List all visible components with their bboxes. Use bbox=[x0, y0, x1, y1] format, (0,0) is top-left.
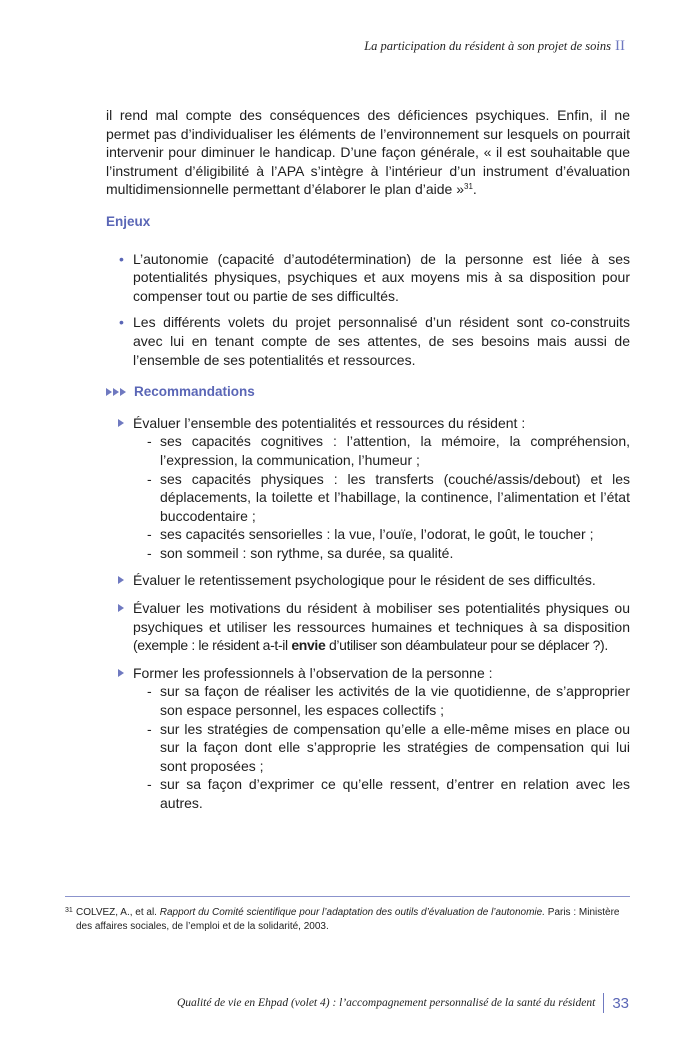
sub-item bbox=[133, 432, 630, 469]
sub-item bbox=[133, 682, 630, 719]
bullet-text: L’autonomie (capacité d’autodétermination) de la personne est liée à ses potentialités physiques, psychiques et aux moyens mis à sa disposition pour compenser tout ou partie de ses difficultés. bbox=[133, 250, 630, 304]
footnote-number: 31 bbox=[65, 907, 73, 914]
sub-item-text: sur sa façon de réaliser les activités de la vie quotidienne, de s’approprier son espace personnel, les espaces collectifs ; bbox=[160, 683, 630, 719]
bullet-icon: • bbox=[119, 314, 124, 331]
recommendation-text: Évaluer le retentissement psychologique pour le résident de ses difficultés. bbox=[133, 572, 596, 589]
intro-paragraph: il rend mal compte des conséquences des déficiences psychiques. Enfin, il ne permet pas d’individualiser les éléments de l’environnement sur lesquels on pourrait intervenir pour diminuer le handicap. D’une façon générale, « il est souhaitable que l’instrument d’éligibilité à l’APA s’intègre à l’intérieur d’un instrument d’évaluation multidimensionnelle permettant d’élaborer le plan d’aide »$^{31}$. bbox=[106, 107, 630, 198]
sub-item-text: son sommeil : son rythme, sa durée, sa qualité. bbox=[160, 544, 454, 561]
sub-item-text: sur les stratégies de compensation qu’elle a elle-même mises en place ou sur la façon dont elle s’approprie les stratégies de compensation qui lui sont proposées ; bbox=[160, 720, 630, 774]
triangle-bullet-icon bbox=[118, 576, 124, 584]
example-text-after: d’utiliser son déambulateur pour se déplacer ?). bbox=[325, 637, 608, 654]
bullet-text: Les différents volets du projet personnalisé d’un résident sont co-construits avec lui en tenant compte de ses attentes, de ses besoins mais aussi de l’ensemble de ses potentialités et ressources. bbox=[133, 314, 630, 368]
dash-bullet: - bbox=[147, 720, 152, 737]
footer-divider bbox=[603, 993, 604, 1013]
dash-bullet: - bbox=[147, 683, 152, 700]
sub-item-text: ses capacités cognitives : l’attention, la mémoire, la compréhension, l’expression, la communication, l’humeur ; bbox=[160, 433, 630, 468]
footnote-ref[interactable]: 31 bbox=[464, 182, 473, 192]
section-numeral: II bbox=[615, 38, 625, 54]
sub-item bbox=[133, 525, 630, 544]
triangle-bullet-icon bbox=[118, 604, 124, 612]
recommandations-list bbox=[106, 414, 630, 813]
example-text-before: (exemple : le résident a-t-il bbox=[133, 637, 292, 654]
recommendation-item bbox=[106, 571, 630, 590]
example-emphasis: envie bbox=[291, 637, 326, 654]
dash-bullet: - bbox=[147, 526, 152, 543]
recommandations-heading-text: Recommandations bbox=[134, 384, 255, 400]
footnote-publisher: Paris : Ministère des affaires sociales, de l’emploi et de la solidarité, 2003. bbox=[76, 907, 620, 932]
sub-item-text: ses capacités physiques : les transferts (couché/assis/debout) et les déplacements, la toilette et l’habillage, la continence, l’alimentation et l’état buccodentaire ; bbox=[160, 470, 630, 524]
sub-list bbox=[133, 432, 630, 562]
dash-bullet: - bbox=[147, 544, 152, 561]
sub-item bbox=[133, 470, 630, 526]
dash-bullet: - bbox=[147, 470, 152, 487]
bullet-icon: • bbox=[119, 250, 124, 267]
intro-text: il rend mal compte des conséquences des déficiences psychiques. Enfin, il ne permet pas d’individualiser les éléments de l’environnement sur lesquels on pourrait intervenir pour diminuer le handicap. D’une façon générale, « il est souhaitable que l’instrument d’éligibilité à l’APA s’intègre à l’intérieur d’un instrument d’évaluation multidimensionnelle permettant d’élaborer le plan d’aide » bbox=[106, 107, 630, 198]
triangle-bullet-icon bbox=[118, 419, 124, 427]
sub-item-text: sur sa façon d’exprimer ce qu’elle ressent, d’entrer en relation avec les autres. bbox=[160, 776, 630, 811]
recommendation-item bbox=[106, 414, 630, 563]
footnote-title: Rapport du Comité scientifique pour l’adaptation des outils d’évaluation de l’autonomie. bbox=[159, 907, 545, 918]
page-content bbox=[106, 106, 630, 822]
recommendation-item bbox=[106, 599, 630, 655]
sub-item-text: ses capacités sensorielles : la vue, l’ouïe, l’odorat, le goût, le toucher ; bbox=[160, 526, 594, 543]
dash-bullet: - bbox=[147, 433, 152, 450]
list-item bbox=[106, 250, 630, 306]
page-footer bbox=[177, 993, 629, 1013]
recommandations-heading bbox=[106, 383, 630, 402]
footnote bbox=[65, 906, 630, 934]
running-title: La participation du résident à son projet de soins bbox=[364, 39, 611, 53]
sub-list bbox=[133, 682, 630, 812]
recommendation-text: Évaluer les motivations du résident à mobiliser ses potentialités physiques ou psychiques et utiliser les ressources humaines et techniques à sa disposition bbox=[133, 600, 630, 635]
triangle-bullet-icon bbox=[118, 669, 124, 677]
footnote-text bbox=[65, 906, 630, 934]
enjeux-heading: Enjeux bbox=[106, 213, 151, 229]
page-number: 33 bbox=[612, 994, 629, 1012]
footnote-divider bbox=[65, 896, 630, 897]
footer-title: Qualité de vie en Ehpad (volet 4) : l’accompagnement personnalisé de la santé du résident bbox=[176, 997, 596, 1009]
enjeux-list bbox=[106, 250, 630, 370]
recommendation-item bbox=[106, 664, 630, 813]
recommendation-example bbox=[133, 637, 608, 653]
running-header bbox=[364, 38, 625, 55]
recommendation-text: Évaluer l’ensemble des potentialités et ressources du résident : bbox=[133, 414, 526, 431]
sub-item bbox=[133, 775, 630, 812]
footnote-authors: COLVEZ, A., et al. bbox=[76, 907, 160, 918]
sub-item bbox=[133, 720, 630, 776]
recommendation-text: Former les professionnels à l’observation de la personne : bbox=[133, 664, 493, 681]
list-item bbox=[106, 313, 630, 369]
sub-item bbox=[133, 544, 630, 563]
dash-bullet: - bbox=[147, 776, 152, 793]
triple-chevron-icon bbox=[106, 388, 127, 396]
